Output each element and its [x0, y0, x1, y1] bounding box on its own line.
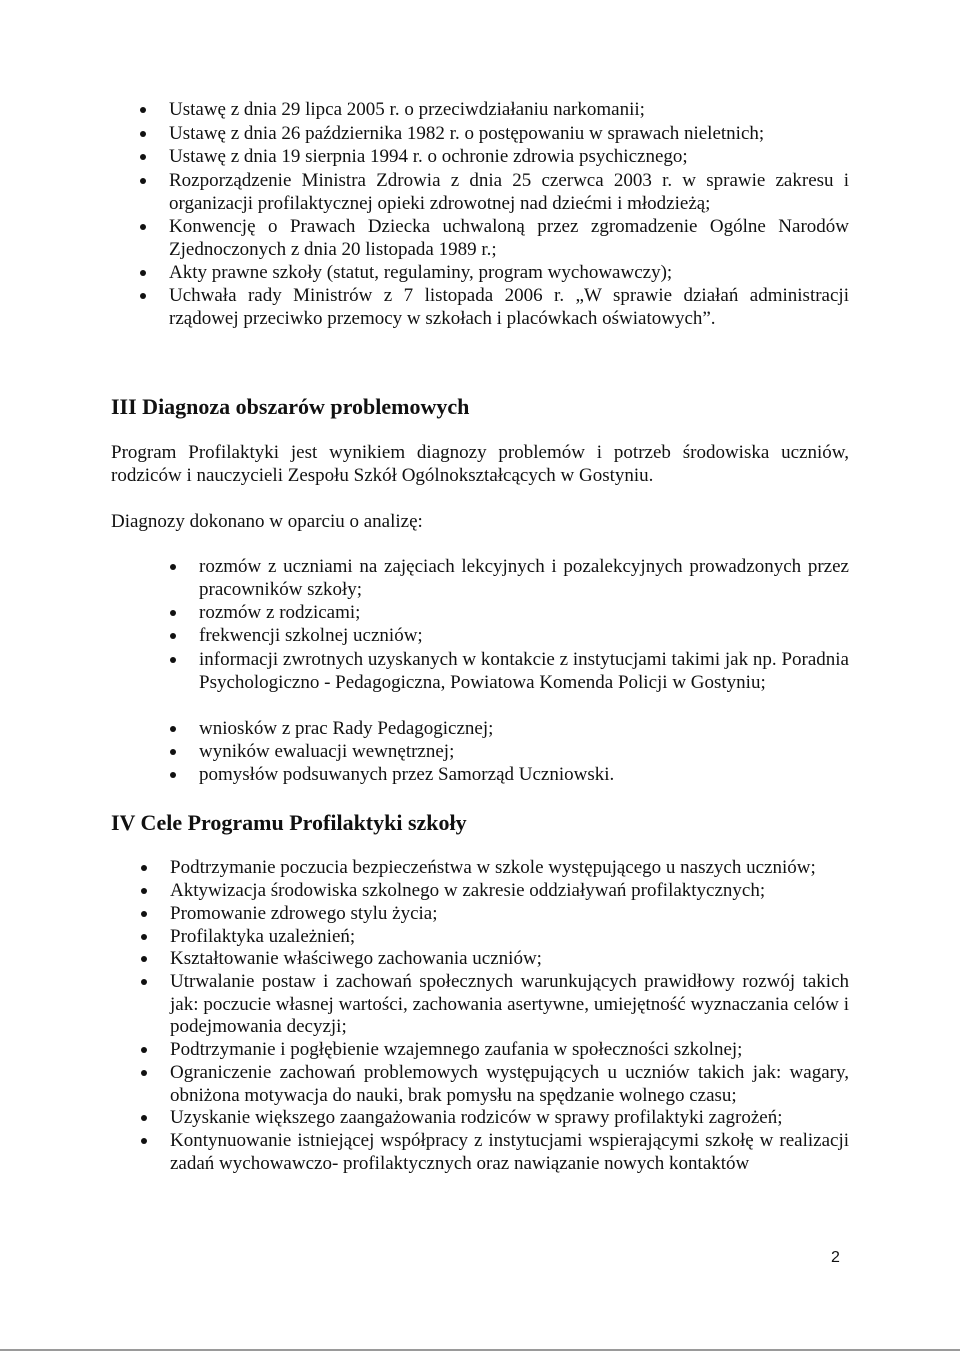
list-item: Utrwalanie postaw i zachowań społecznych warunkujących prawidłowy rozwój takich jak: poczucie własnej wartości, zachowania asertywne, umiejętność wyznaczania celów i podejmowania decyzji; — [170, 971, 849, 1037]
list-item: Ograniczenie zachowań problemowych występujących u uczniów takich jak: wagary, obniżona motywacja do nauki, brak pomysłu na spędzanie wolnego czasu; — [170, 1062, 849, 1106]
list-item: Ustawę z dnia 19 sierpnia 1994 r. o ochronie zdrowia psychicznego; — [169, 146, 849, 169]
list-item: Promowanie zdrowego stylu życia; — [170, 903, 849, 926]
section-heading-goals: IV Cele Programu Profilaktyki szkoły — [111, 810, 467, 835]
list-item: Uchwała rady Ministrów z 7 listopada 2006 r. „W sprawie działań administracji rządowej przeciwko przemocy w szkołach i placówkach oświatowych”. — [169, 285, 849, 329]
list-item: Kształtowanie właściwego zachowania uczniów; — [170, 948, 849, 971]
list-item: Akty prawne szkoły (statut, regulaminy, program wychowawczy); — [169, 262, 849, 285]
list-item: Konwencję o Prawach Dziecka uchwaloną przez zgromadzenie Ogólne Narodów Zjednoczonych z dnia 20 listopada 1989 r.; — [169, 216, 849, 260]
diagnosis-paragraph: Program Profilaktyki jest wynikiem diagnozy problemów i potrzeb środowiska uczniów, rodziców i nauczycieli Zespołu Szkół Ogólnokształcących w Gostyniu. — [111, 442, 849, 486]
list-item: Aktywizacja środowiska szkolnego w zakresie oddziaływań profilaktycznych; — [170, 880, 849, 903]
list-item: Rozporządzenie Ministra Zdrowia z dnia 25 czerwca 2003 r. w sprawie zakresu i organizacji profilaktycznej opieki zdrowotnej nad dziećmi i młodzieżą; — [169, 170, 849, 214]
list-item: informacji zwrotnych uzyskanych w kontakcie z instytucjami takimi jak np. Poradnia Psychologiczno - Pedagogiczna, Powiatowa Komenda Policji w Gostyniu; — [199, 649, 849, 693]
diagnosis-intro: Diagnozy dokonano w oparciu o analizę: — [111, 511, 423, 532]
list-item: wyników ewaluacji wewnętrznej; — [199, 741, 849, 764]
list-item: frekwencji szkolnej uczniów; — [199, 625, 849, 648]
list-item: Podtrzymanie i pogłębienie wzajemnego zaufania w społeczności szkolnej; — [170, 1039, 849, 1062]
list-item: rozmów z rodzicami; — [199, 602, 849, 625]
list-item: Ustawę z dnia 26 października 1982 r. o postępowaniu w sprawach nieletnich; — [169, 123, 849, 146]
list-item: Podtrzymanie poczucia bezpieczeństwa w szkole występującego u naszych uczniów; — [170, 857, 849, 880]
list-item: rozmów z uczniami na zajęciach lekcyjnych i pozalekcyjnych prowadzonych przez pracowników szkoły; — [199, 556, 849, 600]
list-item: Uzyskanie większego zaangażowania rodziców w sprawy profilaktyki zagrożeń; — [170, 1107, 849, 1130]
list-item: pomysłów podsuwanych przez Samorząd Uczniowski. — [199, 764, 849, 787]
list-item: Profilaktyka uzależnień; — [170, 926, 849, 949]
list-item: Ustawę z dnia 29 lipca 2005 r. o przeciwdziałaniu narkomanii; — [169, 99, 849, 122]
section-heading-diagnosis: III Diagnoza obszarów problemowych — [111, 394, 470, 419]
bottom-edge-line — [0, 1349, 960, 1351]
list-item: Kontynuowanie istniejącej współpracy z instytucjami wspierającymi szkołę w realizacji zadań wychowawczo- profilaktycznych oraz nawiązanie nowych kontaktów — [170, 1130, 849, 1174]
page-number: 2 — [831, 1249, 840, 1266]
list-item: wniosków z prac Rady Pedagogicznej; — [199, 718, 849, 741]
